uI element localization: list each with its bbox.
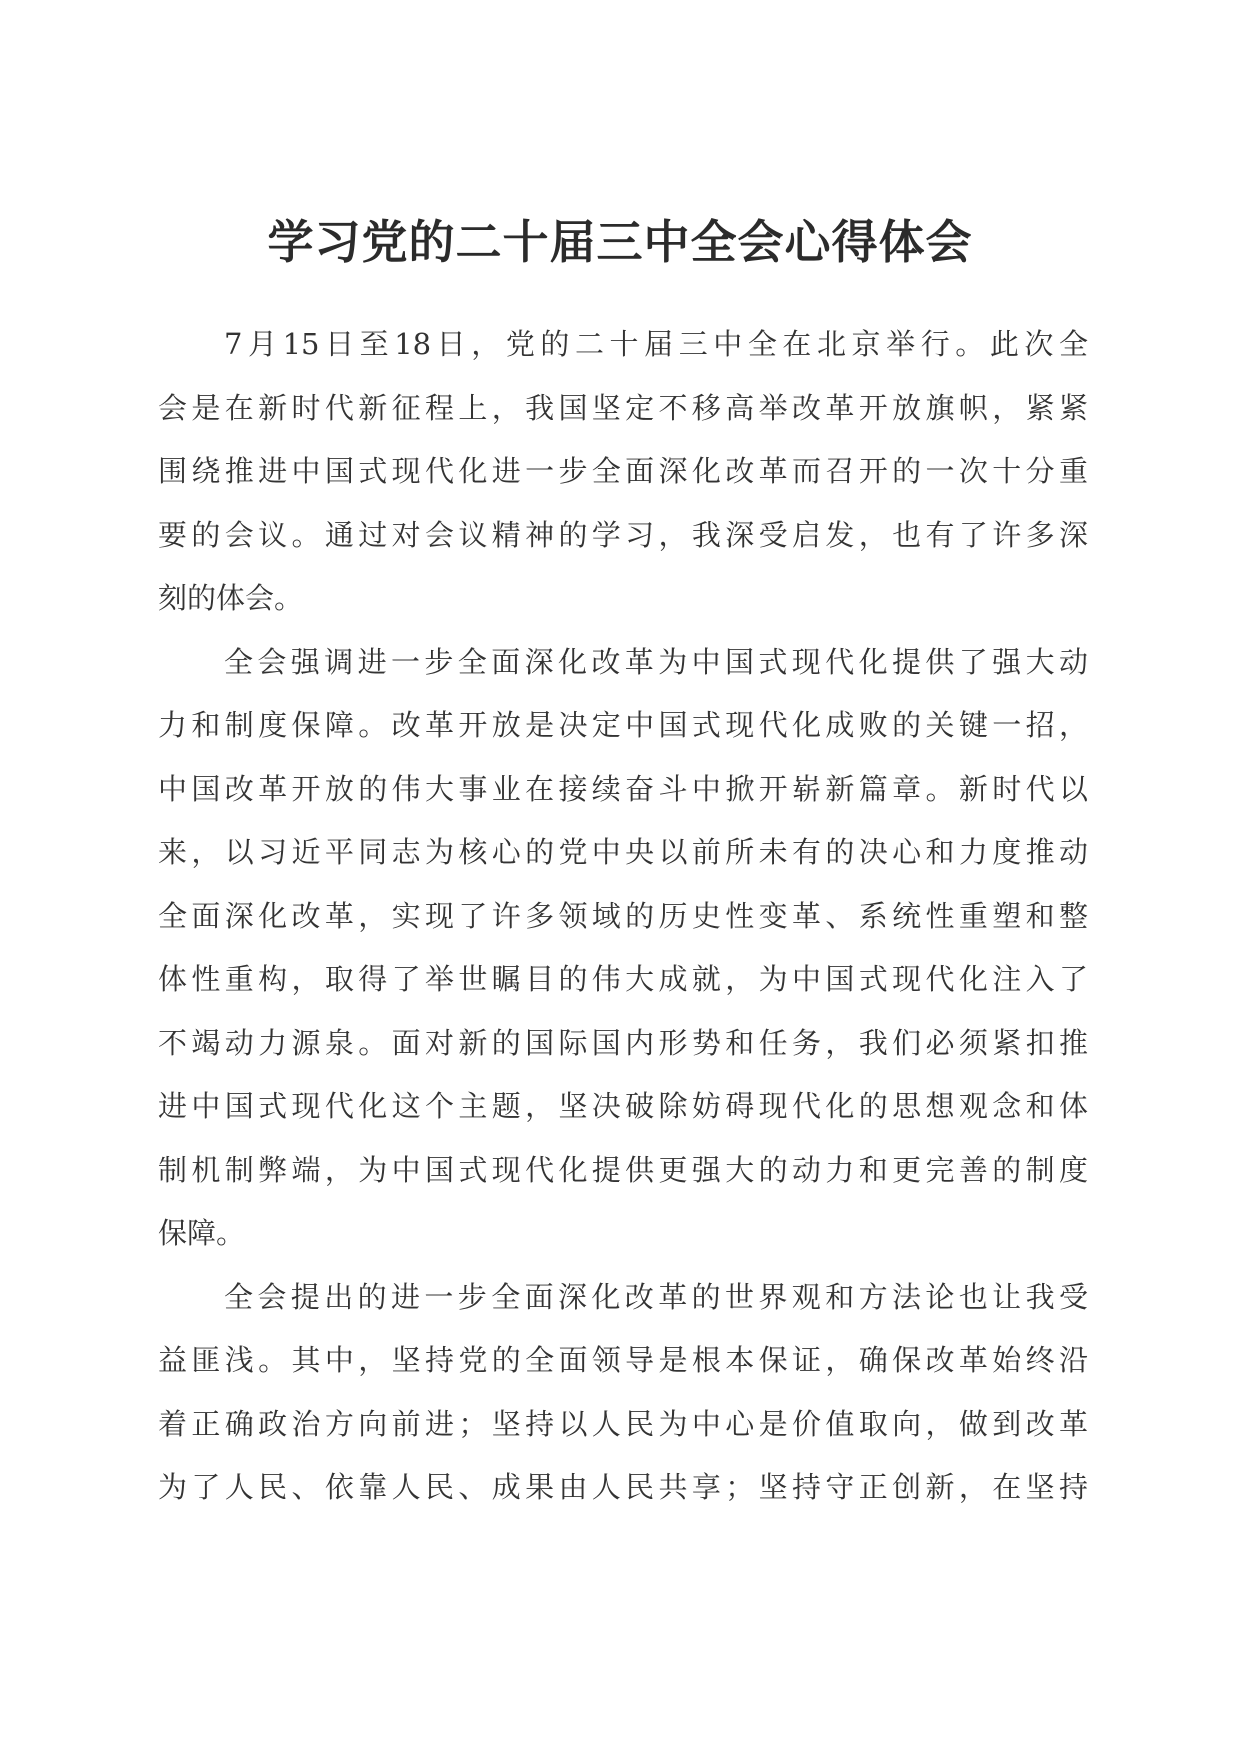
text-line: 益匪浅。其中，坚持党的全面领导是根本保证，确保改革始终沿 <box>158 1343 1088 1377</box>
text-line: 体性重构，取得了举世瞩目的伟大成就，为中国式现代化注入了 <box>158 962 1088 996</box>
text-line: 全面深化改革，实现了许多领域的历史性变革、系统性重塑和整 <box>158 898 1088 933</box>
text-line: 中国改革开放的伟大事业在接续奋斗中掀开崭新篇章。新时代以 <box>158 771 1088 806</box>
text-line: 制机制弊端，为中国式现代化提供更强大的动力和更完善的制度 <box>158 1152 1088 1187</box>
text-line: 力和制度保障。改革开放是决定中国式现代化成败的关键一招， <box>158 708 1088 742</box>
text-line: 会是在新时代新征程上，我国坚定不移高举改革开放旗帜，紧紧 <box>158 390 1088 425</box>
text-line: 要的会议。通过对会议精神的学习，我深受启发，也有了许多深 <box>158 517 1088 552</box>
text-line: 7月15日至18日，党的二十届三中全在北京举行。此次全 <box>224 327 1088 361</box>
text-line: 保障。 <box>158 1216 246 1250</box>
paragraph <box>158 1266 1088 1520</box>
paragraph <box>158 631 1088 1266</box>
text-line: 不竭动力源泉。面对新的国际国内形势和任务，我们必须紧扣推 <box>158 1025 1088 1060</box>
text-line: 刻的体会。 <box>158 581 304 615</box>
document-body <box>158 313 1088 1520</box>
text-line: 为了人民、依靠人民、成果由人民共享；坚持守正创新，在坚持 <box>158 1470 1088 1504</box>
text-line: 全会提出的进一步全面深化改革的世界观和方法论也让我受 <box>224 1279 1088 1314</box>
text-line: 着正确政治方向前进；坚持以人民为中心是价值取向，做到改革 <box>158 1406 1088 1441</box>
text-line: 围绕推进中国式现代化进一步全面深化改革而召开的一次十分重 <box>158 454 1088 488</box>
text-line: 进中国式现代化这个主题，坚决破除妨碍现代化的思想观念和体 <box>158 1089 1088 1123</box>
document-title: 学习党的二十届三中全会心得体会 <box>267 215 973 269</box>
paragraph <box>158 313 1088 631</box>
text-line: 全会强调进一步全面深化改革为中国式现代化提供了强大动 <box>224 644 1088 679</box>
text-line: 来，以习近平同志为核心的党中央以前所未有的决心和力度推动 <box>158 835 1088 869</box>
